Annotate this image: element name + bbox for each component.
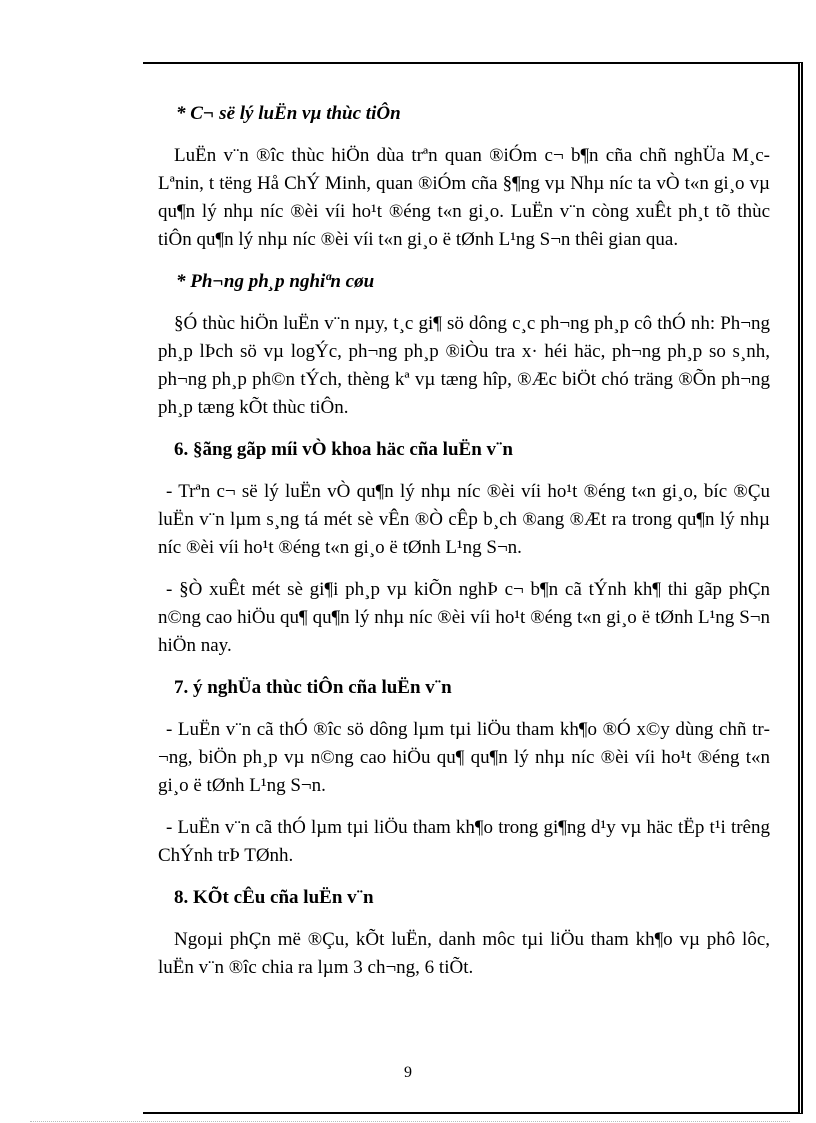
page-number: 9 bbox=[404, 1064, 412, 1081]
document-body bbox=[158, 100, 770, 982]
paragraph-significance-1: - LuËn v¨n cã thÓ ®îc sö dông lµm tµi liÖu tham kh¶o ®Ó x©y dùng chñ tr¬ng, biÖn ph¸p vµ n©ng cao hiÖu qu¶ qu¶n lý nhµ níc ®èi víi ho¹t ®éng t«n gi¸o ë tØnh L¹ng S¬n. bbox=[158, 719, 770, 796]
heading-significance: 7. ý nghÜa thùc tiÔn cña luËn v¨n bbox=[174, 677, 452, 698]
bottom-dotted-rule bbox=[30, 1121, 790, 1122]
paragraph-structure: Ngoµi phÇn më ®Çu, kÕt luËn, danh môc tµi liÖu tham kh¶o vµ phô lôc, luËn v¨n ®îc chia ra lµm 3 ch¬ng, 6 tiÕt. bbox=[158, 929, 770, 978]
paragraph-basis: LuËn v¨n ®îc thùc hiÖn dùa trªn quan ®iÓm c¬ b¶n cña chñ nghÜa M¸c-Lªnin, t tëng Hå ChÝ Minh, quan ®iÓm cña §¶ng vµ Nhµ níc ta vÒ t«n gi¸o vµ qu¶n lý nhµ níc ®èi víi ho¹t ®éng t«n gi¸o. LuËn v¨n còng xuÊt ph¸t tõ thùc tiÔn qu¶n lý nhµ níc ®èi víi t«n gi¸o ë tØnh L¹ng S¬n thêi gian qua. bbox=[158, 145, 770, 250]
paragraph-contribution-1: - Trªn c¬ së lý luËn vÒ qu¶n lý nhµ níc ®èi víi ho¹t ®éng t«n gi¸o, bíc ®Çu luËn v¨n lµm s¸ng tá mét sè vÊn ®Ò cÊp b¸ch ®ang ®Æt ra trong qu¶n lý nhµ níc ®èi víi ho¹t ®éng t«n gi¸o ë tØnh L¹ng S¬n. bbox=[158, 481, 770, 558]
heading-contributions: 6. §ãng gãp míi vÒ khoa häc cña luËn v¨n bbox=[174, 439, 513, 460]
heading-structure: 8. KÕt cÊu cña luËn v¨n bbox=[174, 887, 374, 908]
heading-methods: * Ph¬ng ph¸p nghiªn cøu bbox=[176, 271, 375, 292]
paragraph-significance-2: - LuËn v¨n cã thÓ lµm tµi liÖu tham kh¶o trong gi¶ng d¹y vµ häc tËp t¹i trêng ChÝnh trÞ TØnh. bbox=[158, 817, 770, 866]
paragraph-methods: §Ó thùc hiÖn luËn v¨n nµy, t¸c gi¶ sö dông c¸c ph¬ng ph¸p cô thÓ nh: Ph¬ng ph¸p lÞch sö vµ logÝc, ph¬ng ph¸p ®iÒu tra x· héi häc, ph¬ng ph¸p so s¸nh, ph¬ng ph¸p ph©n tÝch, thèng kª vµ tæng hîp, ®Æc biÖt chó träng ®Õn ph¬ng ph¸p tæng kÕt thùc tiÔn. bbox=[158, 313, 770, 418]
paragraph-contribution-2: - §Ò xuÊt mét sè gi¶i ph¸p vµ kiÕn nghÞ c¬ b¶n cã tÝnh kh¶ thi gãp phÇn n©ng cao hiÖu qu¶ qu¶n lý nhµ níc ®èi víi ho¹t ®éng t«n gi¸o ë tØnh L¹ng S¬n hiÖn nay. bbox=[158, 579, 770, 656]
heading-basis: * C¬ së lý luËn vµ thùc tiÔn bbox=[176, 103, 401, 124]
